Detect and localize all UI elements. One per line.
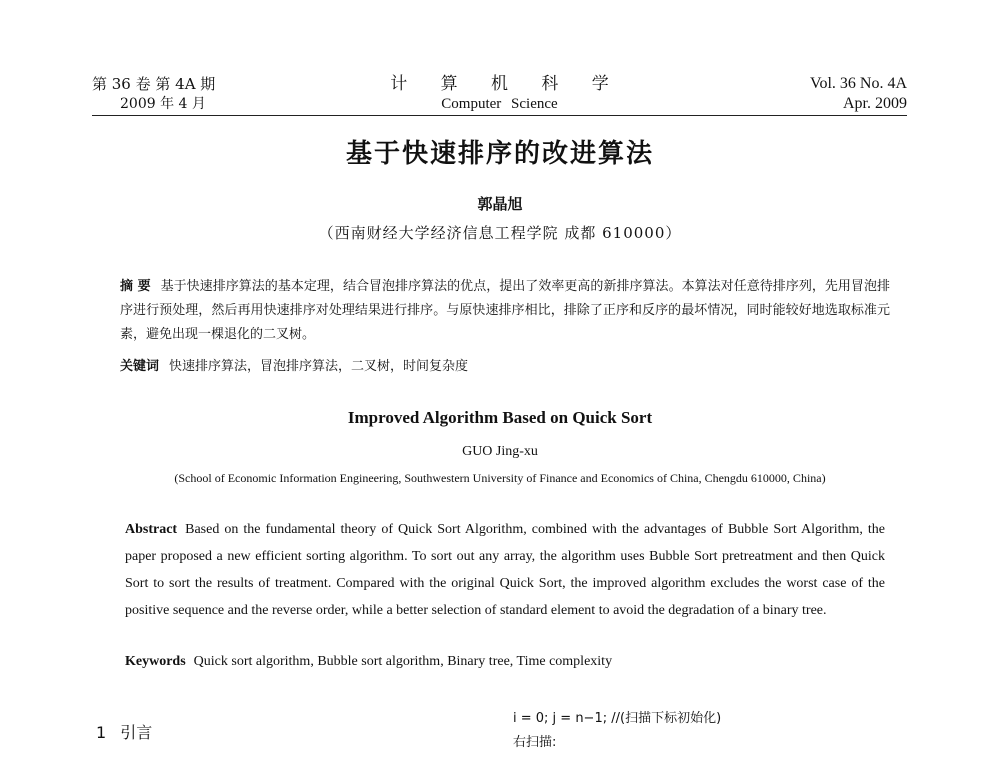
- abstract-cn-label: 摘 要: [120, 279, 151, 294]
- abstract-en-text: Based on the fundamental theory of Quick Sort Algorithm, combined with the advantages of Bubble Sort Algorithm, the paper proposed a new efficient sorting algorithm. To sort out any array, the algorithm uses Bubble Sort pretreatment and then Quick Sort to sort the results of treatment. Compared with the original Quick Sort, the improved algorithm excludes the worst case of the positive sequence and the reverse order, while a better selection of standard element to avoid the degradation of a binary tree.: [125, 522, 885, 618]
- section-number: 1: [96, 723, 107, 742]
- affiliation-en: (School of Economic Information Engineering, Southwestern University of Finance and Economics of China, Chengdu 610000, China): [174, 471, 826, 485]
- header-rule: [92, 115, 907, 116]
- keywords-en-text: Quick sort algorithm, Bubble sort algorithm, Binary tree, Time complexity: [193, 654, 613, 669]
- journal-name-en: Computer Science: [441, 96, 558, 112]
- abstract-en-label: Abstract: [125, 522, 178, 537]
- publication-date-en: Apr. 2009: [843, 95, 907, 112]
- running-header: [92, 74, 907, 118]
- volume-issue: 第 36 卷 第 4A 期: [92, 75, 216, 93]
- keywords-en-label: Keywords: [125, 654, 186, 669]
- paper-title-cn: 基于快速排序的改进算法: [345, 139, 654, 169]
- section-title: 引言: [120, 723, 153, 742]
- keywords-cn-text: 快速排序算法，冒泡排序算法，二叉树，时间复杂度: [169, 359, 469, 374]
- abstract-en: [125, 516, 885, 624]
- keywords-cn-label: 关键词: [120, 359, 160, 374]
- code-line: i = 0; j = n−1; //(扫描下标初始化): [513, 711, 722, 726]
- header-right: [810, 74, 907, 114]
- abstract-cn-text: 基于快速排序算法的基本定理，结合冒泡排序算法的优点，提出了效率更高的新排序算法。本算法对任意待排序列，先用冒泡排序进行预处理，然后再用快速排序对处理结果进行排序。与原快速排序相比，排除了正序和反序的最坏情况，同时能较好地选取标准元素，避免出现一棵退化的二叉树。: [120, 279, 890, 342]
- code-line: 右扫描:: [513, 735, 557, 750]
- author-en: GUO Jing-xu: [462, 444, 538, 459]
- section-heading: [96, 720, 152, 743]
- volume-issue-en: Vol. 36 No. 4A: [809, 75, 907, 92]
- code-block: [513, 707, 721, 755]
- header-center: [92, 74, 907, 114]
- keywords-cn: [120, 356, 890, 378]
- affiliation-cn: （西南财经大学经济信息工程学院 成都 610000）: [318, 224, 682, 242]
- paper-title-en: Improved Algorithm Based on Quick Sort: [347, 408, 653, 427]
- journal-name-cn: 计 算 机 科 学: [390, 74, 623, 94]
- author-cn: 郭晶旭: [477, 195, 523, 213]
- publication-date-cn: 2009 年 4 月: [120, 96, 206, 112]
- keywords-en: [125, 651, 885, 673]
- abstract-cn: [120, 275, 890, 347]
